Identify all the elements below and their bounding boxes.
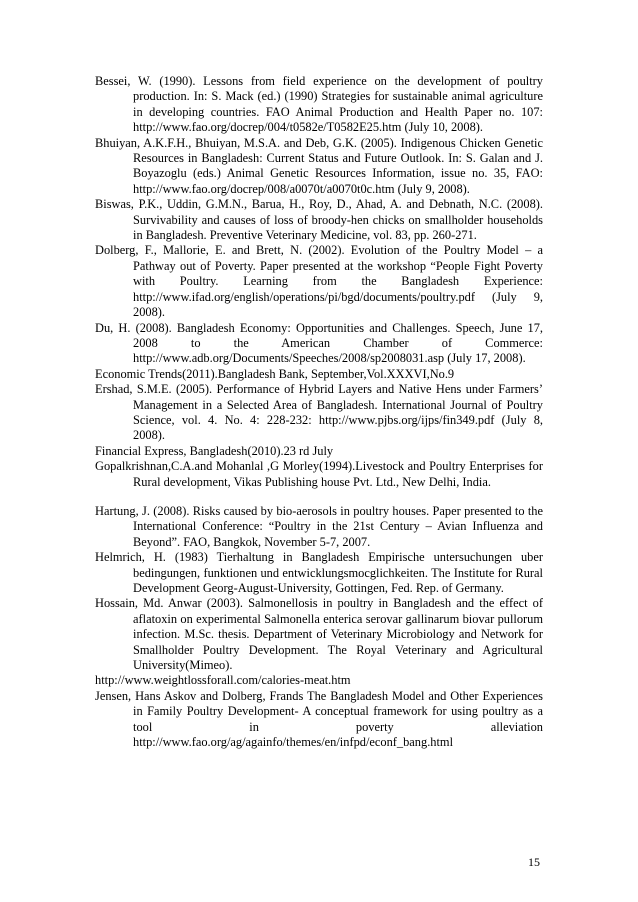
reference-entry: Gopalkrishnan,C.A.and Mohanlal ,G Morley(1994).Livestock and Poultry Enterprises for Rural development, Vikas Publishing house Pvt. Ltd., New Delhi, India.: [95, 459, 543, 489]
reference-entry: Hartung, J. (2008). Risks caused by bio-aerosols in poultry houses. Paper presented to the International Conference: “Poultry in the 21st Century – Avian Influenza and Beyond”. FAO, Bangkok, November 5-7, 2007.: [95, 503, 543, 549]
reference-entry: Financial Express, Bangladesh(2010).23 rd July: [95, 443, 334, 458]
reference-entry: http://www.weightlossforall.com/calories-meat.htm: [95, 673, 351, 688]
reference-list: [95, 74, 543, 750]
reference-entry: Economic Trends(2011).Bangladesh Bank, September,Vol.XXXVI,No.9: [95, 366, 455, 381]
reference-entry: Dolberg, F., Mallorie, E. and Brett, N. (2002). Evolution of the Poultry Model – a Pathway out of Poverty. Paper presented at the workshop “People Fight Poverty with Poultry. Learning from the Bangladesh Experience: http://www.ifad.org/english/operations/pi/bgd/documents/poultry.pdf (July 9, 2008).: [95, 243, 543, 320]
reference-entry: Bessei, W. (1990). Lessons from field experience on the development of poultry production. In: S. Mack (ed.) (1990) Strategies for sustainable animal agriculture in developing countries. FAO Animal Production and Health Paper no. 107: http://www.fao.org/docrep/004/t0582e/T0582E25.htm (July 10, 2008).: [95, 74, 543, 135]
reference-entry: Ershad, S.M.E. (2005). Performance of Hybrid Layers and Native Hens under Farmers’ Management in a Selected Area of Bangladesh. International Journal of Poultry Science, vol. 4. No. 4: 228-232: http://www.pjbs.org/ijps/fin349.pdf (July 8, 2008).: [95, 382, 543, 443]
reference-entry: Hossain, Md. Anwar (2003). Salmonellosis in poultry in Bangladesh and the effect of aflatoxin on experimental Salmonella enterica serovar gallinarum biovar pullorum infection. M.Sc. thesis. Department of Veterinary Microbiology and Network for Smallholder Poultry Development. The Royal Veterinary and Agricultural University(Mimeo).: [95, 596, 543, 673]
reference-entry: Jensen, Hans Askov and Dolberg, Frands The Bangladesh Model and Other Experiences in Family Poultry Development- A conceptual framework for using poultry as a tool in poverty alleviation http://www.fao.org/ag/againfo/themes/en/infpd/econf_bang.html: [95, 688, 543, 750]
page-number: 15: [528, 855, 540, 869]
reference-entry: Du, H. (2008). Bangladesh Economy: Opportunities and Challenges. Speech, June 17, 2008 to the American Chamber of Commerce: http://www.adb.org/Documents/Speeches/2008/sp2008031.asp (July 17, 2008).: [95, 320, 543, 366]
reference-entry: Helmrich, H. (1983) Tierhaltung in Bangladesh Empirische untersuchungen uber bedingungen, funktionen und entwicklungsmocglichkeiten. The Institute for Rural Development Georg-August-University, Gottingen, Fed. Rep. of Germany.: [95, 550, 543, 595]
reference-entry: Biswas, P.K., Uddin, G.M.N., Barua, H., Roy, D., Ahad, A. and Debnath, N.C. (2008). Survivability and causes of loss of broody-hen chicks on smallholder households in Bangladesh. Preventive Veterinary Medicine, vol. 83, pp. 260-271.: [95, 197, 543, 243]
reference-entry: Bhuiyan, A.K.F.H., Bhuiyan, M.S.A. and Deb, G.K. (2005). Indigenous Chicken Genetic Resources in Bangladesh: Current Status and Future Outlook. In: S. Galan and J. Boyazoglu (eds.) Animal Genetic Resources Information, issue no. 35, FAO: http://www.fao.org/docrep/008/a0070t/a0070t0c.htm (July 9, 2008).: [95, 135, 543, 196]
